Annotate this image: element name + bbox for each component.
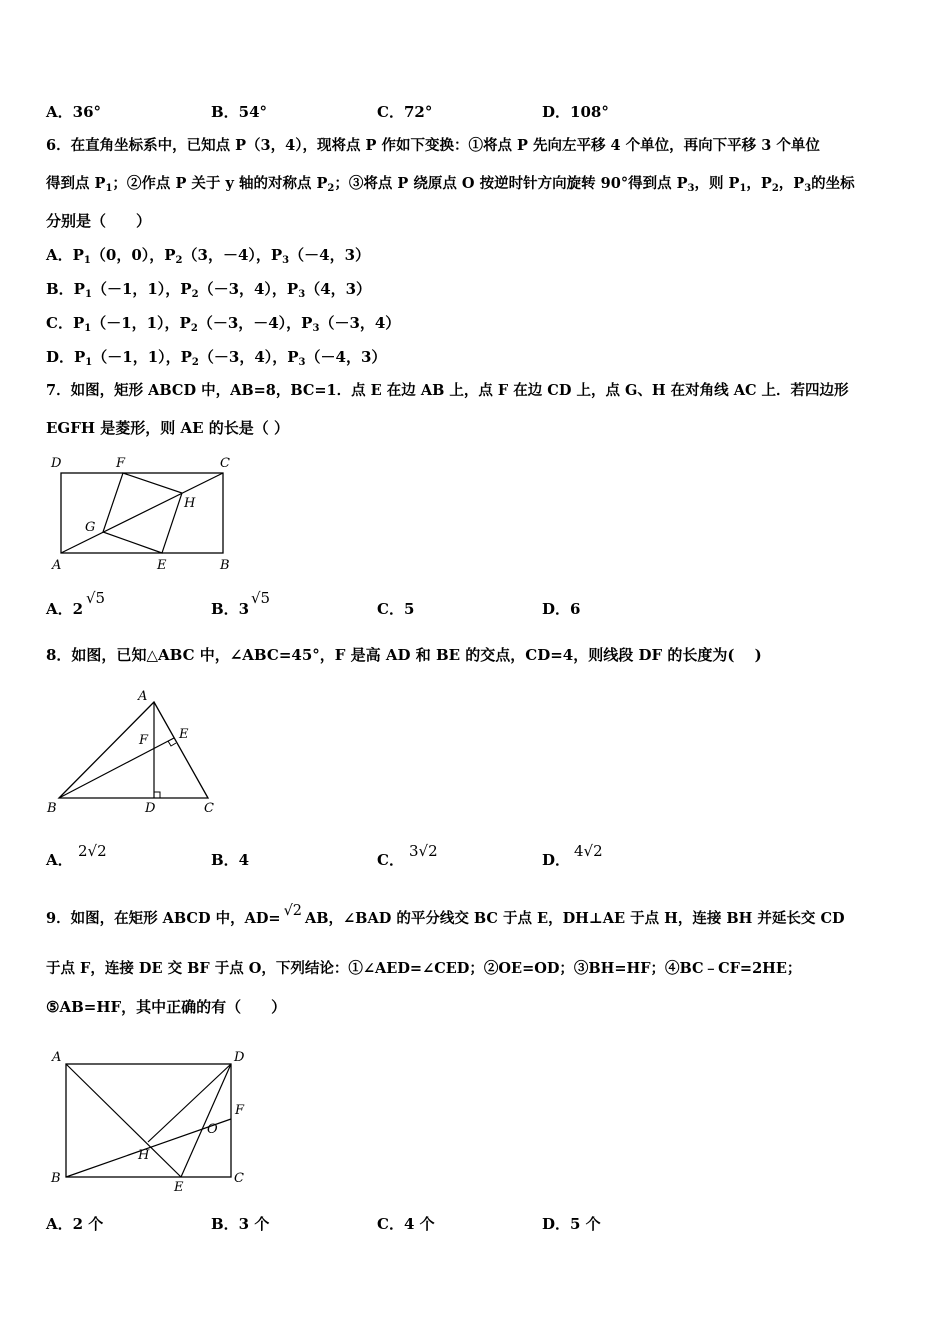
q9-figure xyxy=(44,1044,254,1196)
q9-bisector-ae xyxy=(66,1064,181,1177)
q7-label-d: D xyxy=(51,456,62,471)
q8-option-c[interactable]: C． xyxy=(377,851,404,869)
q9-stem-line1: 9．如图，在矩形 ABCD 中，AD= √2 AB，∠BAD 的平分线交 BC 于点 E，DH⊥AE 于点 H，连接 BH 并延长交 CD xyxy=(46,903,845,927)
q9-option-d[interactable]: D．5 个 xyxy=(542,1215,601,1233)
q8-label-e: E xyxy=(179,727,189,742)
q8-label-a: A xyxy=(138,689,148,704)
q9-option-b[interactable]: B．3 个 xyxy=(211,1215,270,1233)
q7-diagonal-ac xyxy=(61,473,223,553)
q5-option-a[interactable]: A．36° xyxy=(46,103,102,121)
q8-triangle-abc xyxy=(59,702,208,798)
q8-right-angle-d xyxy=(154,792,160,798)
q9-segment-dh xyxy=(148,1064,231,1142)
q6-stem-line1: 6．在直角坐标系中，已知点 P（3，4），现将点 P 作如下变换：①将点 P 先向左平移 4 个单位，再向下平移 3 个单位 xyxy=(46,137,820,154)
q8-label-d: D xyxy=(145,801,156,816)
q7-figure xyxy=(44,452,244,574)
q9-option-a[interactable]: A．2 个 xyxy=(46,1215,104,1233)
q7-label-c: C xyxy=(220,456,230,471)
q9-stem-line3: ⑤AB=HF，其中正确的有（ ） xyxy=(46,998,287,1016)
q9-label-b: B xyxy=(51,1171,61,1186)
q7-option-b-radical: √5 xyxy=(251,589,271,607)
q8-right-angle-e xyxy=(168,741,176,746)
q8-label-c: C xyxy=(204,801,214,816)
q8-option-c-value: 3√2 xyxy=(409,842,438,860)
q7-label-b: B xyxy=(220,558,230,573)
q7-label-e: E xyxy=(157,558,167,573)
q5-option-d[interactable]: D．108° xyxy=(542,103,609,121)
q9-label-c: C xyxy=(234,1171,244,1186)
q9-label-o: O xyxy=(207,1122,218,1137)
q9-option-c[interactable]: C．4 个 xyxy=(377,1215,435,1233)
q9-label-a: A xyxy=(52,1050,62,1065)
q7-option-a[interactable]: A．2 xyxy=(46,600,84,618)
q7-option-d[interactable]: D．6 xyxy=(542,600,581,618)
q6-stem-line2: 得到点 $P_1$；②作点 P 关于 y 轴的对称点 $P_2$；③将点 P 绕原点 O 按逆时针方向旋转 90°得到点 $P_3$，则 $P_1$，$P_2$，$P_3$的坐标 xyxy=(46,175,855,194)
q8-option-a-value: 2√2 xyxy=(78,842,107,860)
q7-stem-line1: 7．如图，矩形 ABCD 中，AB=8，BC=1．点 E 在边 AB 上，点 F 在边 CD 上，点 G、H 在对角线 AC 上．若四边形 xyxy=(46,382,849,399)
q6-option-d[interactable]: D．$P_1(-1$，1），$P_2(-3$，4），$P_3(-4$，3） xyxy=(46,348,387,368)
q9-label-h: H xyxy=(138,1148,150,1163)
q7-label-g: G xyxy=(85,520,96,535)
q8-altitude-be xyxy=(59,738,174,798)
q9-stem-line2: 于点 F，连接 DE 交 BF 于点 O，下列结论：①∠AED=∠CED；②OE=OD；③BH=HF；④BC﹣CF=2HE； xyxy=(46,960,802,977)
q8-figure xyxy=(44,686,224,818)
q7-option-c[interactable]: C．5 xyxy=(377,600,415,618)
q5-option-b[interactable]: B．54° xyxy=(211,103,268,121)
q8-option-b[interactable]: B．4 xyxy=(211,851,250,869)
q7-label-h: H xyxy=(184,496,196,511)
q9-label-f: F xyxy=(235,1103,245,1118)
q8-label-f: F xyxy=(139,733,149,748)
q7-option-b[interactable]: B．3 xyxy=(211,600,250,618)
q6-option-b[interactable]: B．$P_1(-1$，1），$P_2(-3$，4），$P_3(4$，3） xyxy=(46,280,372,300)
q8-option-a[interactable]: A． xyxy=(46,851,73,869)
q6-stem-line3: 分别是（ ） xyxy=(46,212,152,230)
q7-option-a-radical: √5 xyxy=(86,589,106,607)
q9-label-e: E xyxy=(174,1180,184,1195)
q5-option-c[interactable]: C．72° xyxy=(377,103,433,121)
q8-option-d-value: 4√2 xyxy=(574,842,603,860)
q7-label-f: F xyxy=(116,456,126,471)
q8-stem-line1: 8．如图，已知△ABC 中，∠ABC=45°，F 是高 AD 和 BE 的交点，CD=4，则线段 DF 的长度为( ) xyxy=(46,646,762,664)
q8-label-b: B xyxy=(47,801,57,816)
q7-stem-line2: EGFH 是菱形，则 AE 的长是（ ） xyxy=(46,419,290,437)
q9-segment-de xyxy=(181,1064,231,1177)
q9-label-d: D xyxy=(234,1050,245,1065)
q8-option-d[interactable]: D． xyxy=(542,851,571,869)
q6-option-a[interactable]: A．$P_1(0$，0），$P_2(3$，－4），$P_3(-4$，3） xyxy=(46,246,371,266)
q6-option-c[interactable]: C．$P_1(-1$，1），$P_2(-3$，－4），$P_3(-3$，4） xyxy=(46,314,401,334)
q7-label-a: A xyxy=(52,558,62,573)
